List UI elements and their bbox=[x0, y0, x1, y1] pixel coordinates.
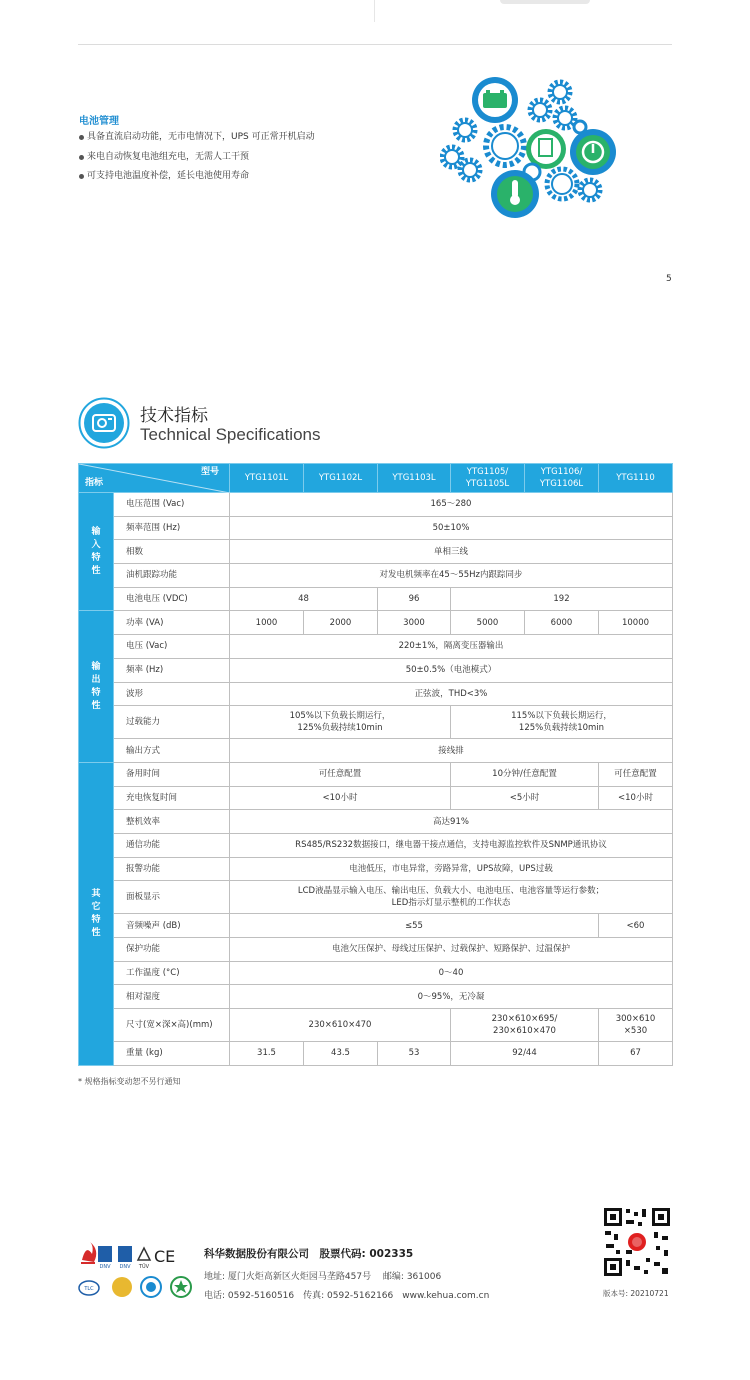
table-corner bbox=[79, 464, 230, 493]
svg-text:TLC: TLC bbox=[84, 1286, 94, 1292]
param-value: 165～280 bbox=[230, 493, 673, 517]
table-row bbox=[79, 493, 673, 517]
param-label: 电压范围 (Vac) bbox=[114, 493, 230, 517]
table-row bbox=[79, 540, 673, 564]
param-value: ≤55 bbox=[230, 914, 599, 938]
flag-logo-icon bbox=[81, 1242, 96, 1264]
param-label: 尺寸(宽×深×高)(mm) bbox=[114, 1009, 230, 1042]
spec-table bbox=[78, 463, 673, 1066]
param-value: 48 bbox=[230, 587, 378, 611]
company-address: 地址: 厦门火炬高新区火炬园马垄路457号 邮编: 361006 bbox=[204, 1272, 442, 1282]
param-value: 230×610×695/ 230×610×470 bbox=[451, 1009, 599, 1042]
footnote: * 规格指标变动恕不另行通知 bbox=[78, 1077, 181, 1086]
param-value: 230×610×470 bbox=[230, 1009, 451, 1042]
battery-management-title: 电池管理 bbox=[79, 116, 119, 127]
table-row bbox=[79, 1009, 673, 1042]
svg-text:TÜV: TÜV bbox=[138, 1264, 150, 1270]
param-value: 高达91% bbox=[230, 810, 673, 834]
param-value: 电池欠压保护、母线过压保护、过载保护、短路保护、过温保护 bbox=[230, 938, 673, 962]
svg-text:DNV: DNV bbox=[99, 1264, 111, 1270]
param-label: 油机跟踪功能 bbox=[114, 564, 230, 588]
param-label: 波形 bbox=[114, 682, 230, 706]
table-row bbox=[79, 833, 673, 857]
param-value: 10000 bbox=[599, 611, 673, 635]
param-value: 5000 bbox=[451, 611, 525, 635]
param-value: 53 bbox=[378, 1042, 451, 1066]
param-value: 接线排 bbox=[230, 739, 673, 763]
table-row bbox=[79, 587, 673, 611]
param-value: 6000 bbox=[525, 611, 599, 635]
param-label: 功率 (VA) bbox=[114, 611, 230, 635]
top-decoration bbox=[500, 0, 590, 4]
ce-mark-icon: CE bbox=[154, 1247, 176, 1266]
param-value: 电池低压，市电异常，旁路异常，UPS故障，UPS过载 bbox=[230, 857, 673, 881]
table-row bbox=[79, 914, 673, 938]
page-number: 5 bbox=[666, 274, 672, 284]
param-value: 10分钟/任意配置 bbox=[451, 762, 599, 786]
param-label: 电池电压 (VDC) bbox=[114, 587, 230, 611]
param-label: 充电恢复时间 bbox=[114, 786, 230, 810]
table-row bbox=[79, 739, 673, 763]
group-other: 其它特性 bbox=[79, 762, 114, 1065]
award-badge-icon bbox=[112, 1277, 132, 1297]
param-value: 对发电机频率在45～55Hz内跟踪同步 bbox=[230, 564, 673, 588]
table-row bbox=[79, 961, 673, 985]
company-name: 科华数据股份有限公司 股票代码: 002335 bbox=[204, 1248, 414, 1260]
group-input: 输入特性 bbox=[79, 493, 114, 611]
model-header: YTG1110 bbox=[599, 464, 673, 493]
model-header: YTG1102L bbox=[304, 464, 378, 493]
param-label: 音频噪声 (dB) bbox=[114, 914, 230, 938]
table-row bbox=[79, 857, 673, 881]
param-label: 保护功能 bbox=[114, 938, 230, 962]
param-label: 整机效率 bbox=[114, 810, 230, 834]
param-value: 220±1%，隔离变压器输出 bbox=[230, 635, 673, 659]
dnv-cert-icon bbox=[98, 1246, 112, 1270]
table-row bbox=[79, 938, 673, 962]
table-header-row bbox=[79, 464, 673, 493]
table-row bbox=[79, 516, 673, 540]
group-output: 输出特性 bbox=[79, 611, 114, 762]
version-number: 版本号: 20210721 bbox=[603, 1289, 669, 1298]
tuv-cert-icon bbox=[138, 1248, 150, 1270]
param-value: 50±0.5%（电池模式） bbox=[230, 658, 673, 682]
param-value: 105%以下负载长期运行， 125%负载持续10min bbox=[230, 706, 451, 739]
table-row bbox=[79, 985, 673, 1009]
param-label: 输出方式 bbox=[114, 739, 230, 763]
list-item: 可支持电池温度补偿，延长电池使用寿命 bbox=[79, 171, 315, 191]
param-label: 重量 (kg) bbox=[114, 1042, 230, 1066]
param-label: 面板显示 bbox=[114, 881, 230, 914]
param-value: 3000 bbox=[378, 611, 451, 635]
param-value: 可任意配置 bbox=[230, 762, 451, 786]
param-value: <10小时 bbox=[230, 786, 451, 810]
table-row bbox=[79, 658, 673, 682]
model-header: YTG1106/ YTG1106L bbox=[525, 464, 599, 493]
param-label: 相数 bbox=[114, 540, 230, 564]
param-value: 67 bbox=[599, 1042, 673, 1066]
param-value: 0～40 bbox=[230, 961, 673, 985]
param-value: 31.5 bbox=[230, 1042, 304, 1066]
param-value: LCD液晶显示输入电压、输出电压、负载大小、电池电压、电池容量等运行参数； LED指示灯显示整机的工作状态 bbox=[230, 881, 673, 914]
param-value: <5小时 bbox=[451, 786, 599, 810]
param-value: 115%以下负载长期运行， 125%负载持续10min bbox=[451, 706, 673, 739]
table-row bbox=[79, 706, 673, 739]
param-value: 300×610 ×530 bbox=[599, 1009, 673, 1042]
list-item: 具备直流启动功能，无市电情况下，UPS 可正常开机启动 bbox=[79, 132, 315, 152]
param-value: 43.5 bbox=[304, 1042, 378, 1066]
param-label: 过载能力 bbox=[114, 706, 230, 739]
param-value: <60 bbox=[599, 914, 673, 938]
section-title-en: Technical Specifications bbox=[140, 425, 321, 444]
table-row bbox=[79, 1042, 673, 1066]
table-row bbox=[79, 810, 673, 834]
param-value: 0～95%，无冷凝 bbox=[230, 985, 673, 1009]
table-row bbox=[79, 881, 673, 914]
param-label: 备用时间 bbox=[114, 762, 230, 786]
model-header: YTG1105/ YTG1105L bbox=[451, 464, 525, 493]
certification-logos bbox=[78, 1240, 198, 1300]
section-title-cn: 技术指标 bbox=[140, 406, 208, 426]
param-value: RS485/RS232数据接口，继电器干接点通信，支持电源监控软件及SNMP通讯协议 bbox=[230, 833, 673, 857]
gears-illustration bbox=[440, 72, 620, 222]
param-label: 工作温度 (°C) bbox=[114, 961, 230, 985]
param-value: 50±10% bbox=[230, 516, 673, 540]
table-row bbox=[79, 611, 673, 635]
table-row bbox=[79, 564, 673, 588]
spec-icon bbox=[78, 397, 130, 449]
param-value: 可任意配置 bbox=[599, 762, 673, 786]
param-value: 92/44 bbox=[451, 1042, 599, 1066]
param-value: 192 bbox=[451, 587, 673, 611]
model-header: YTG1101L bbox=[230, 464, 304, 493]
param-value: 正弦波，THD<3% bbox=[230, 682, 673, 706]
top-rule bbox=[78, 44, 672, 45]
param-value: 单相三线 bbox=[230, 540, 673, 564]
battery-management-list bbox=[79, 132, 315, 191]
param-label: 频率范围 (Hz) bbox=[114, 516, 230, 540]
param-value: 96 bbox=[378, 587, 451, 611]
company-contact: 电话: 0592-5160516 传真: 0592-5162166 www.kehua.com.cn bbox=[204, 1291, 490, 1301]
param-label: 电压 (Vac) bbox=[114, 635, 230, 659]
corner-metric-label: 指标 bbox=[85, 478, 104, 488]
param-label: 相对湿度 bbox=[114, 985, 230, 1009]
table-row bbox=[79, 786, 673, 810]
param-value: 1000 bbox=[230, 611, 304, 635]
qr-code-icon bbox=[602, 1206, 672, 1278]
list-item: 来电自动恢复电池组充电，无需人工干预 bbox=[79, 152, 315, 172]
tlc-cert-icon bbox=[79, 1281, 99, 1295]
table-row bbox=[79, 635, 673, 659]
param-value: 2000 bbox=[304, 611, 378, 635]
param-value: <10小时 bbox=[599, 786, 673, 810]
top-divider-mark bbox=[374, 0, 375, 22]
param-label: 通信功能 bbox=[114, 833, 230, 857]
table-row bbox=[79, 762, 673, 786]
param-label: 报警功能 bbox=[114, 857, 230, 881]
svg-text:DNV: DNV bbox=[119, 1264, 131, 1270]
corner-model-label: 型号 bbox=[200, 467, 219, 477]
table-row bbox=[79, 682, 673, 706]
model-header: YTG1103L bbox=[378, 464, 451, 493]
dnv-cert-icon bbox=[118, 1246, 132, 1270]
param-label: 频率 (Hz) bbox=[114, 658, 230, 682]
